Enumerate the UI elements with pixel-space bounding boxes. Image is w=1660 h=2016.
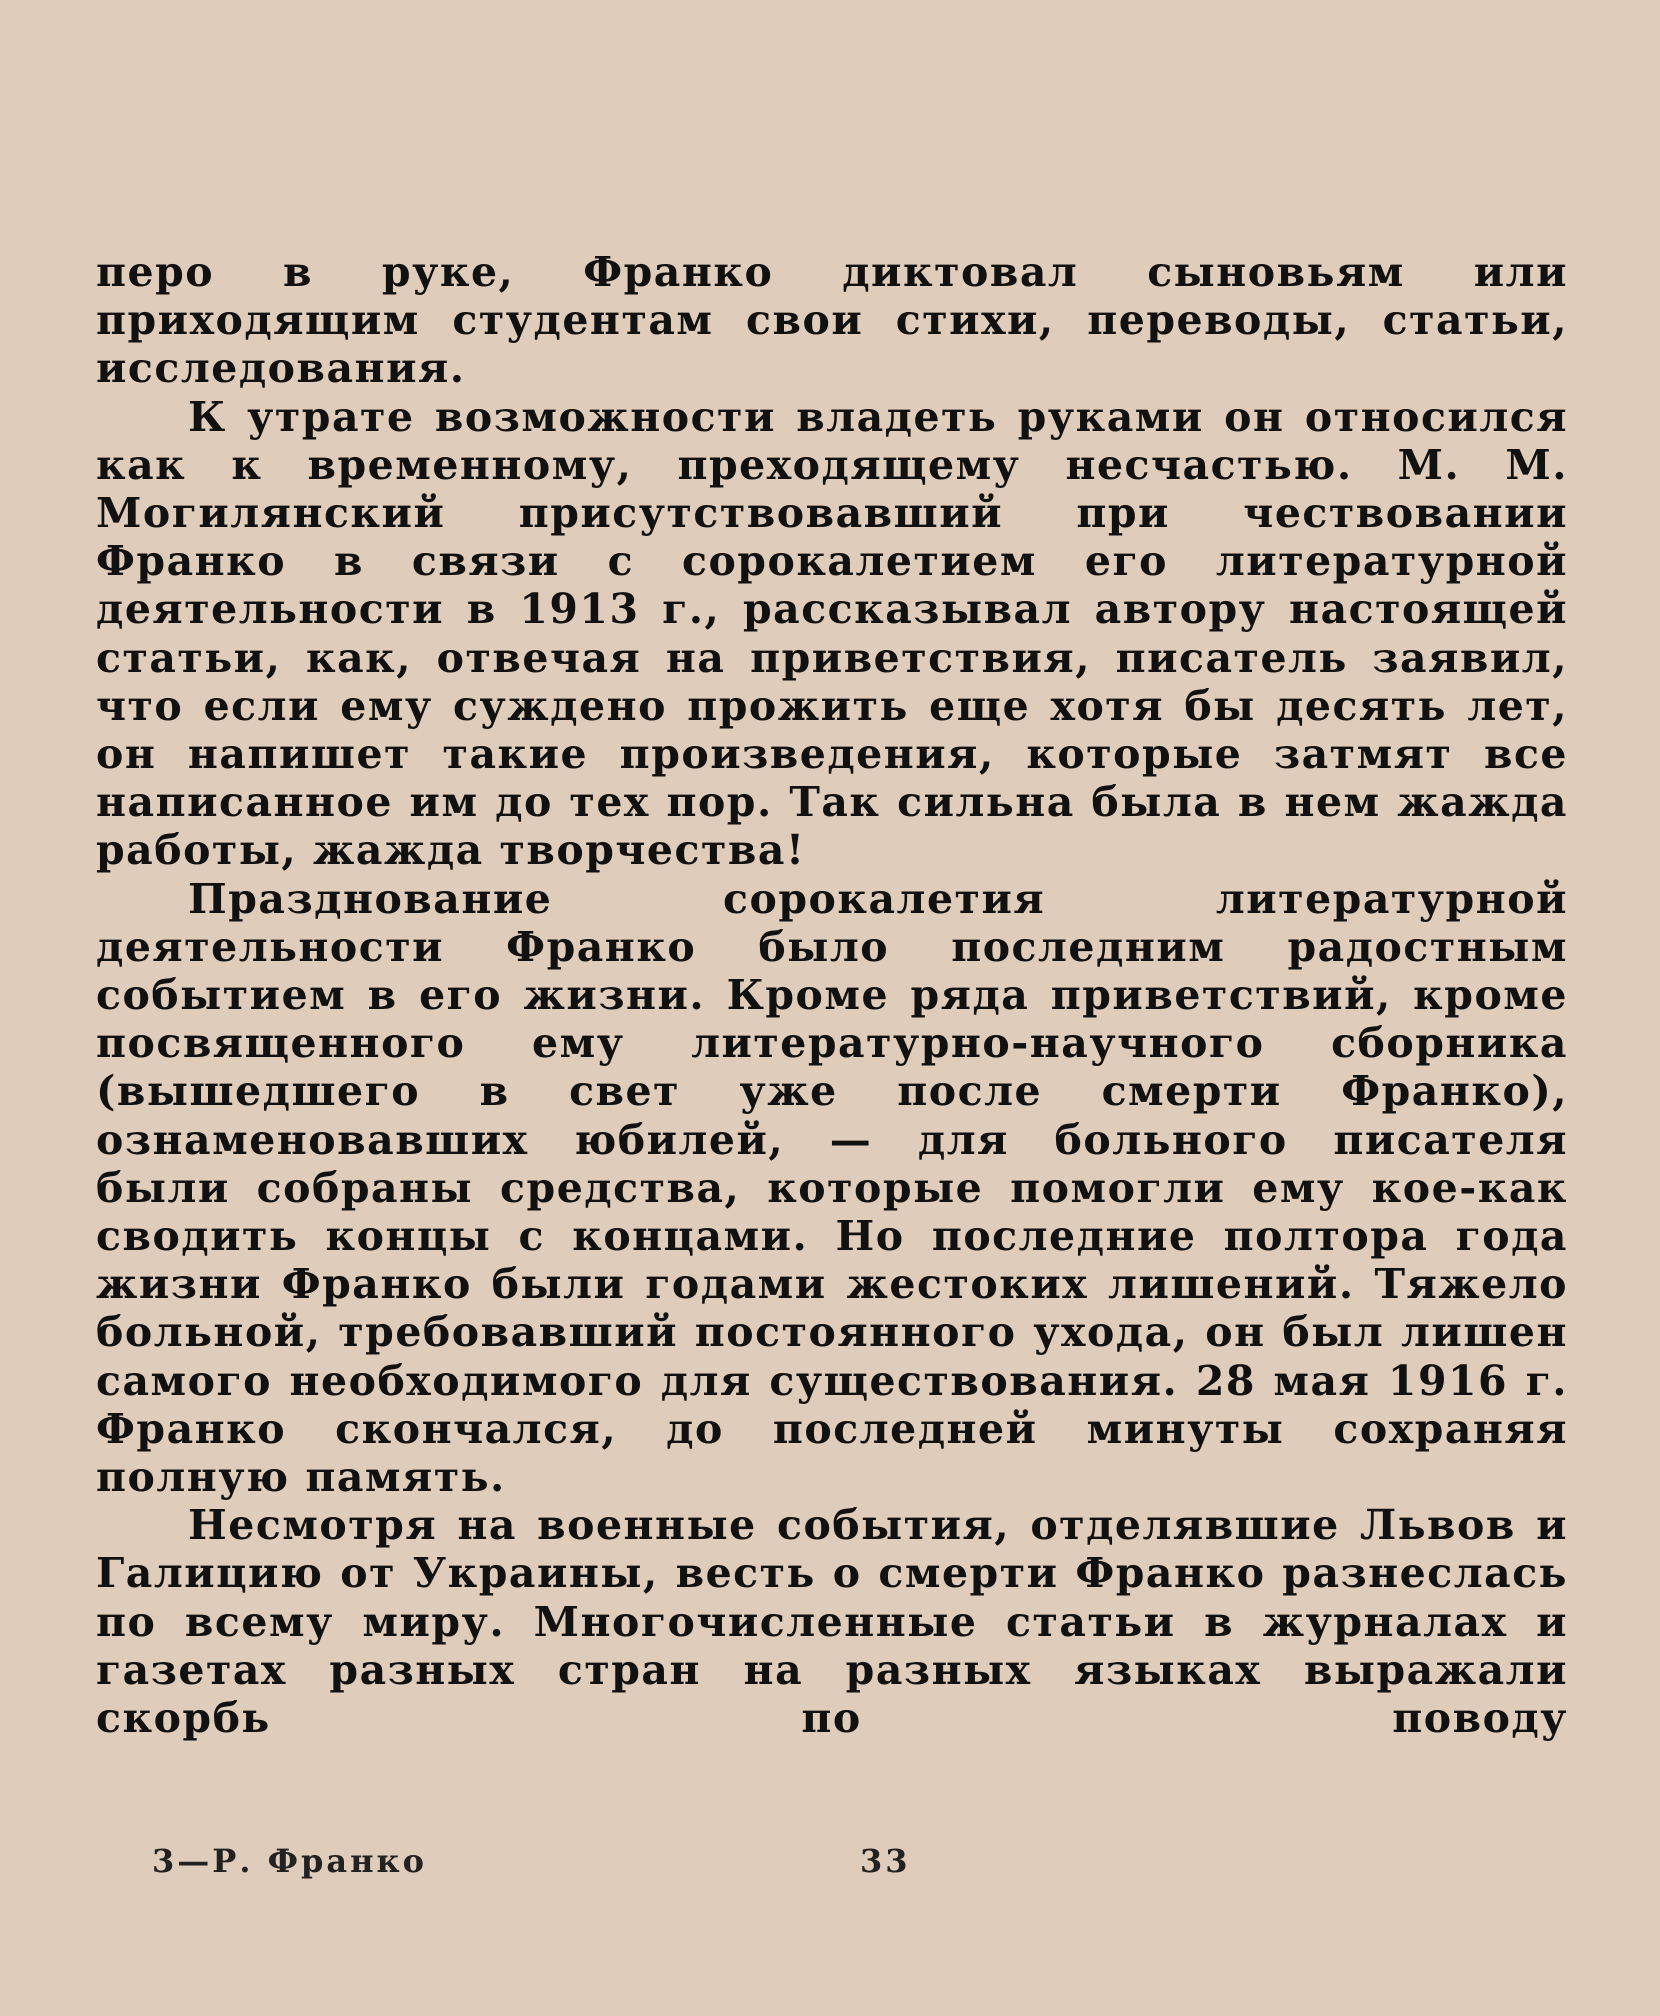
paragraph-3: Празднование сорокалетия литературной деятельности Франко было последним радостным событием в его жизни. Кроме ряда приветствий, кроме посвященного ему литературно-научного сборника (вышедшего в свет уже после смерти Франко), ознаменовавших юбилей, — для больного писателя были собраны средства, которые помогли ему кое-как сводить концы с концами. Но последние полтора года жизни Франко были годами жестоких лишений. Тяжело больной, требовавший постоянного ухода, он был лишен самого необходимого для существования. 28 мая 1916 г. Франко скончался, до последней минуты сохраняя полную память. — [96, 874, 1568, 1502]
body-text — [96, 248, 1568, 1742]
paragraph-4: Несмотря на военные события, отделявшие Львов и Галицию от Украины, весть о смерти Франко разнеслась по всему миру. Многочисленные статьи в журналах и газетах разных стран на разных языках выражали скорбь по поводу — [96, 1501, 1568, 1743]
signature-mark: 3—Р. Франко — [152, 1842, 427, 1880]
page-number: 33 — [860, 1842, 911, 1880]
paragraph-2: К утрате возможности владеть руками он относился как к временному, преходящему несчастью. М. М. Могилянский присутствовавший при чествовании Франко в связи с сорокалетием его литературной деятельности в 1913 г., рассказывал автору настоящей статьи, как, отвечая на приветствия, писатель заявил, что если ему суждено прожить еще хотя бы десять лет, он напишет такие произведения, которые затмят все написанное им до тех пор. Так сильна была в нем жажда работы, жажда творчества! — [96, 392, 1568, 875]
paragraph-1: перо в руке, Франко диктовал сыновьям или приходящим студентам свои стихи, переводы, статьи, исследования. — [96, 248, 1568, 393]
